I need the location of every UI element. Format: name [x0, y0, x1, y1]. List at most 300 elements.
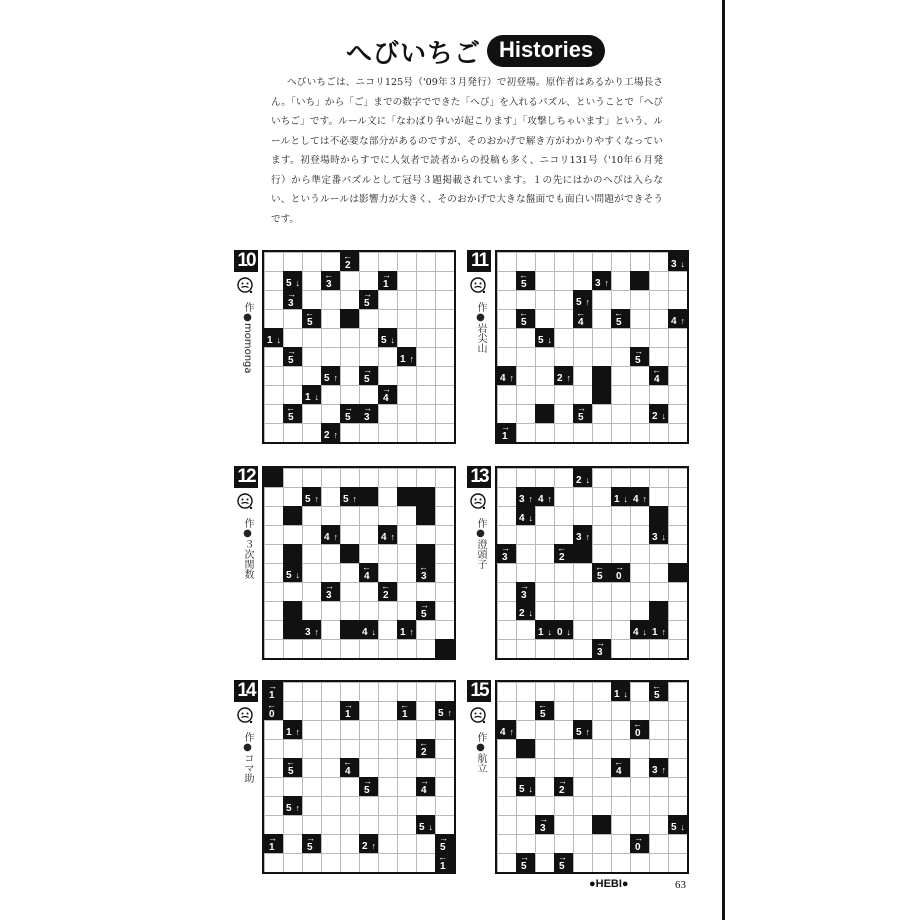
clue-cell — [397, 701, 416, 720]
clue-number: 5 — [616, 317, 622, 328]
clue-number: 1 — [440, 861, 446, 872]
arrow-right-icon: → — [558, 852, 567, 862]
clue-cell — [649, 366, 668, 385]
clue-cell — [264, 682, 283, 701]
clue-cell — [516, 601, 535, 620]
clue-cell — [516, 309, 535, 328]
clue-cell — [649, 525, 668, 544]
black-cell — [416, 506, 435, 525]
clue-number: 2 — [324, 430, 330, 441]
arrow-down-icon: ↓ — [661, 411, 666, 421]
arrow-down-icon: ↓ — [642, 627, 647, 637]
puzzle-credit: 作●航立 — [475, 732, 486, 773]
clue-cell — [573, 404, 592, 423]
arrow-left-icon: ← — [286, 403, 295, 413]
black-cell — [340, 309, 359, 328]
black-cell — [264, 468, 283, 487]
clue-cell — [283, 796, 302, 815]
title-japanese: へびいちご — [346, 38, 482, 69]
clue-number: 5 — [635, 355, 641, 366]
clue-cell — [378, 385, 397, 404]
clue-cell — [649, 404, 668, 423]
clue-number: 4 — [616, 766, 622, 777]
clue-number: 5 — [519, 784, 525, 795]
clue-cell — [554, 544, 573, 563]
clue-cell — [497, 544, 516, 563]
clue-number: 1 — [269, 690, 275, 701]
puzzle-credit: 作●澄頭子 — [475, 518, 486, 569]
black-cell — [435, 639, 454, 658]
arrow-left-icon: ← — [305, 308, 314, 318]
arrow-right-icon: → — [539, 814, 548, 824]
arrow-right-icon: → — [268, 833, 277, 843]
face-icon — [470, 707, 486, 727]
arrow-right-icon: → — [344, 403, 353, 413]
arrow-right-icon: → — [382, 270, 391, 280]
black-cell — [283, 544, 302, 563]
clue-cell — [497, 366, 516, 385]
clue-number: 4 — [538, 494, 544, 505]
clue-cell — [321, 366, 340, 385]
clue-number: 5 — [654, 690, 660, 701]
clue-number: 4 — [500, 373, 506, 384]
clue-number: 5 — [419, 822, 425, 833]
clue-number: 3 — [576, 532, 582, 543]
arrow-left-icon: ← — [633, 719, 642, 729]
arrow-down-icon: ↓ — [528, 513, 533, 523]
black-cell — [649, 506, 668, 525]
black-cell — [649, 601, 668, 620]
clue-cell — [359, 366, 378, 385]
clue-cell — [302, 834, 321, 853]
clue-cell — [359, 620, 378, 639]
clue-cell — [302, 385, 321, 404]
puzzle-number: 12 — [234, 466, 258, 488]
clue-cell — [340, 404, 359, 423]
clue-cell — [630, 487, 649, 506]
clue-cell — [416, 777, 435, 796]
clue-number: 5 — [364, 298, 370, 309]
arrow-left-icon: ← — [519, 308, 528, 318]
book-page — [197, 0, 725, 920]
arrow-right-icon: → — [287, 289, 296, 299]
clue-cell — [611, 487, 630, 506]
arrow-left-icon: ← — [519, 270, 528, 280]
black-cell — [630, 271, 649, 290]
puzzle-14 — [234, 680, 456, 876]
arrow-down-icon: ↓ — [528, 784, 533, 794]
clue-cell — [359, 290, 378, 309]
clue-cell — [592, 563, 611, 582]
clue-number: 5 — [521, 317, 527, 328]
clue-cell — [264, 701, 283, 720]
clue-number: 3 — [519, 494, 525, 505]
puzzle-board[interactable] — [495, 680, 689, 874]
clue-cell — [611, 309, 630, 328]
clue-cell — [573, 309, 592, 328]
face-icon — [237, 277, 253, 297]
arrow-up-icon: ↑ — [352, 494, 357, 504]
arrow-down-icon: ↓ — [547, 627, 552, 637]
clue-number: 5 — [286, 570, 292, 581]
clue-cell — [497, 720, 516, 739]
clue-number: 2 — [421, 747, 427, 758]
clue-cell — [321, 271, 340, 290]
clue-number: 4 — [654, 374, 660, 385]
clue-cell — [302, 620, 321, 639]
clue-number: 0 — [635, 842, 641, 853]
arrow-left-icon: ← — [419, 562, 428, 572]
clue-number: 5 — [438, 708, 444, 719]
clue-cell — [516, 506, 535, 525]
clue-number: 1 — [652, 627, 658, 638]
clue-number: 3 — [597, 647, 603, 658]
clue-number: 2 — [652, 411, 658, 422]
clue-number: 3 — [502, 552, 508, 563]
arrow-down-icon: ↓ — [295, 278, 300, 288]
arrow-left-icon: ← — [576, 308, 585, 318]
clue-number: 5 — [576, 727, 582, 738]
clue-number: 1 — [400, 354, 406, 365]
clue-number: 3 — [652, 532, 658, 543]
arrow-up-icon: ↑ — [295, 727, 300, 737]
clue-cell — [397, 620, 416, 639]
puzzle-board[interactable] — [262, 250, 456, 444]
arrow-up-icon: ↑ — [566, 373, 571, 383]
clue-number: 1 — [269, 842, 275, 853]
clue-number: 5 — [305, 494, 311, 505]
black-cell — [340, 620, 359, 639]
clue-number: 5 — [345, 412, 351, 423]
clue-cell — [264, 328, 283, 347]
clue-number: 5 — [343, 494, 349, 505]
clue-number: 5 — [671, 822, 677, 833]
arrow-right-icon: → — [634, 833, 643, 843]
clue-cell — [668, 309, 687, 328]
arrow-left-icon: ← — [381, 581, 390, 591]
arrow-right-icon: → — [306, 833, 315, 843]
clue-number: 5 — [324, 373, 330, 384]
clue-number: 4 — [633, 627, 639, 638]
clue-cell — [649, 682, 668, 701]
arrow-down-icon: ↓ — [566, 627, 571, 637]
clue-cell — [378, 271, 397, 290]
arrow-up-icon: ↑ — [585, 297, 590, 307]
clue-number: 5 — [286, 803, 292, 814]
arrow-up-icon: ↑ — [509, 373, 514, 383]
clue-cell — [516, 271, 535, 290]
clue-cell — [435, 834, 454, 853]
clue-cell — [283, 563, 302, 582]
clue-cell — [535, 815, 554, 834]
clue-cell — [554, 620, 573, 639]
arrow-right-icon: → — [363, 365, 372, 375]
arrow-down-icon: ↓ — [680, 259, 685, 269]
black-cell — [573, 544, 592, 563]
puzzle-board[interactable] — [262, 680, 456, 874]
clue-cell — [340, 758, 359, 777]
arrow-left-icon: ← — [557, 543, 566, 553]
arrow-right-icon: → — [363, 776, 372, 786]
clue-cell — [668, 815, 687, 834]
clue-number: 2 — [383, 590, 389, 601]
clue-number: 4 — [381, 532, 387, 543]
arrow-down-icon: ↓ — [390, 335, 395, 345]
clue-cell — [630, 347, 649, 366]
arrow-right-icon: → — [577, 403, 586, 413]
clue-number: 3 — [671, 259, 677, 270]
puzzle-board[interactable] — [495, 466, 689, 660]
arrow-up-icon: ↑ — [333, 532, 338, 542]
clue-cell — [416, 601, 435, 620]
black-cell — [283, 601, 302, 620]
puzzle-10 — [234, 250, 456, 446]
clue-number: 0 — [269, 709, 275, 720]
arrow-up-icon: ↑ — [333, 373, 338, 383]
arrow-down-icon: ↓ — [276, 335, 281, 345]
arrow-right-icon: → — [558, 776, 567, 786]
arrow-left-icon: ← — [595, 562, 604, 572]
clue-cell — [573, 525, 592, 544]
clue-cell — [378, 582, 397, 601]
clue-cell — [283, 720, 302, 739]
arrow-up-icon: ↑ — [661, 627, 666, 637]
clue-number: 5 — [421, 609, 427, 620]
clue-cell — [321, 525, 340, 544]
puzzle-credit: 作●３次関数 — [242, 518, 253, 579]
clue-number: 4 — [345, 766, 351, 777]
arrow-up-icon: ↑ — [509, 727, 514, 737]
clue-cell — [378, 525, 397, 544]
arrow-left-icon: ← — [324, 270, 333, 280]
black-cell — [283, 506, 302, 525]
clue-number: 4 — [383, 393, 389, 404]
clue-cell — [435, 853, 454, 872]
arrow-up-icon: ↑ — [585, 727, 590, 737]
clue-cell — [630, 620, 649, 639]
arrow-right-icon: → — [520, 581, 529, 591]
clue-number: 1 — [402, 709, 408, 720]
clue-number: 4 — [362, 627, 368, 638]
clue-number: 1 — [614, 689, 620, 700]
arrow-up-icon: ↑ — [528, 494, 533, 504]
clue-number: 2 — [519, 608, 525, 619]
puzzle-credit: 作●コマ助 — [242, 732, 253, 783]
arrow-up-icon: ↑ — [333, 430, 338, 440]
arrow-left-icon: ← — [438, 852, 447, 862]
puzzle-number: 15 — [467, 680, 491, 702]
clue-cell — [283, 347, 302, 366]
clue-cell — [283, 271, 302, 290]
clue-number: 5 — [364, 374, 370, 385]
clue-number: 5 — [286, 278, 292, 289]
clue-cell — [378, 328, 397, 347]
arrow-right-icon: → — [420, 776, 429, 786]
puzzle-board[interactable] — [495, 250, 689, 444]
clue-number: 5 — [578, 412, 584, 423]
clue-number: 3 — [305, 627, 311, 638]
arrow-right-icon: → — [382, 384, 391, 394]
clue-number: 4 — [633, 494, 639, 505]
black-cell — [416, 487, 435, 506]
arrow-right-icon: → — [363, 289, 372, 299]
puzzle-15 — [467, 680, 689, 876]
clue-number: 4 — [421, 785, 427, 796]
clue-cell — [302, 309, 321, 328]
clue-number: 1 — [267, 335, 273, 346]
arrow-up-icon: ↑ — [409, 627, 414, 637]
clue-cell — [554, 777, 573, 796]
clue-number: 1 — [538, 627, 544, 638]
clue-cell — [592, 639, 611, 658]
arrow-up-icon: ↑ — [661, 765, 666, 775]
arrow-left-icon: ← — [343, 757, 352, 767]
clue-number: 2 — [362, 841, 368, 852]
black-cell — [668, 563, 687, 582]
clue-number: 2 — [576, 475, 582, 486]
clue-cell — [516, 777, 535, 796]
puzzle-number: 14 — [234, 680, 258, 702]
puzzle-11 — [467, 250, 689, 446]
arrow-right-icon: → — [501, 543, 510, 553]
clue-number: 5 — [521, 279, 527, 290]
arrow-left-icon: ← — [614, 308, 623, 318]
clue-number: 4 — [324, 532, 330, 543]
footer-label: ●HEBI● — [589, 878, 629, 890]
puzzle-board[interactable] — [262, 466, 456, 660]
clue-number: 5 — [288, 355, 294, 366]
clue-cell — [535, 328, 554, 347]
arrow-right-icon: → — [501, 422, 510, 432]
arrow-down-icon: ↓ — [623, 689, 628, 699]
arrow-down-icon: ↓ — [680, 822, 685, 832]
arrow-down-icon: ↓ — [314, 392, 319, 402]
clue-number: 3 — [595, 278, 601, 289]
clue-number: 5 — [307, 842, 313, 853]
arrow-right-icon: → — [596, 638, 605, 648]
clue-number: 1 — [400, 627, 406, 638]
arrow-up-icon: ↑ — [314, 627, 319, 637]
puzzle-credit: 作●momonga — [242, 302, 253, 374]
black-cell — [359, 487, 378, 506]
arrow-down-icon: ↓ — [547, 335, 552, 345]
clue-number: 5 — [364, 785, 370, 796]
clue-cell — [497, 423, 516, 442]
puzzle-number: 10 — [234, 250, 258, 272]
black-cell — [283, 620, 302, 639]
arrow-down-icon: ↓ — [623, 494, 628, 504]
clue-number: 0 — [616, 571, 622, 582]
black-cell — [592, 366, 611, 385]
clue-number: 1 — [286, 727, 292, 738]
clue-number: 0 — [635, 728, 641, 739]
arrow-right-icon: → — [634, 346, 643, 356]
face-icon — [470, 277, 486, 297]
clue-cell — [630, 720, 649, 739]
arrow-up-icon: ↑ — [390, 532, 395, 542]
arrow-left-icon: ← — [286, 757, 295, 767]
clue-number: 1 — [614, 494, 620, 505]
arrow-left-icon: ← — [538, 700, 547, 710]
arrow-left-icon: ← — [614, 757, 623, 767]
face-icon — [237, 493, 253, 513]
black-cell — [516, 739, 535, 758]
black-cell — [416, 544, 435, 563]
arrow-up-icon: ↑ — [371, 841, 376, 851]
clue-cell — [649, 758, 668, 777]
arrow-up-icon: ↑ — [604, 278, 609, 288]
clue-number: 2 — [557, 373, 563, 384]
arrow-down-icon: ↓ — [528, 608, 533, 618]
arrow-left-icon: ← — [343, 251, 352, 261]
clue-cell — [535, 701, 554, 720]
clue-cell — [535, 620, 554, 639]
arrow-right-icon: → — [615, 562, 624, 572]
clue-cell — [573, 468, 592, 487]
clue-cell — [359, 834, 378, 853]
clue-number: 5 — [559, 861, 565, 872]
clue-number: 5 — [576, 297, 582, 308]
black-cell — [340, 544, 359, 563]
clue-number: 3 — [326, 279, 332, 290]
title-histories-badge: Histories — [487, 35, 605, 67]
arrow-right-icon: → — [439, 833, 448, 843]
puzzle-credit: 作●岩尖山 — [475, 302, 486, 353]
clue-number: 3 — [421, 571, 427, 582]
arrow-left-icon: ← — [652, 365, 661, 375]
clue-cell — [416, 563, 435, 582]
clue-cell — [573, 720, 592, 739]
clue-number: 4 — [578, 317, 584, 328]
arrow-up-icon: ↑ — [295, 803, 300, 813]
arrow-up-icon: ↑ — [447, 708, 452, 718]
clue-number: 5 — [440, 842, 446, 853]
clue-cell — [283, 758, 302, 777]
arrow-up-icon: ↑ — [680, 316, 685, 326]
clue-number: 2 — [345, 260, 351, 271]
clue-cell — [397, 347, 416, 366]
arrow-right-icon: → — [420, 600, 429, 610]
black-cell — [592, 815, 611, 834]
clue-cell — [554, 853, 573, 872]
clue-number: 3 — [652, 765, 658, 776]
clue-cell — [302, 487, 321, 506]
clue-number: 2 — [559, 552, 565, 563]
clue-cell — [516, 487, 535, 506]
black-cell — [535, 404, 554, 423]
clue-cell — [340, 252, 359, 271]
arrow-up-icon: ↑ — [409, 354, 414, 364]
clue-cell — [321, 582, 340, 601]
arrow-up-icon: ↑ — [585, 532, 590, 542]
clue-number: 3 — [540, 823, 546, 834]
clue-number: 4 — [519, 513, 525, 524]
face-icon — [237, 707, 253, 727]
puzzle-13 — [467, 466, 689, 662]
arrow-left-icon: ← — [362, 562, 371, 572]
clue-cell — [264, 834, 283, 853]
puzzle-number: 11 — [467, 250, 491, 272]
clue-number: 0 — [557, 627, 563, 638]
arrow-right-icon: → — [268, 681, 277, 691]
clue-cell — [359, 404, 378, 423]
clue-cell — [611, 682, 630, 701]
page-title — [346, 34, 605, 68]
clue-cell — [283, 404, 302, 423]
clue-cell — [416, 739, 435, 758]
clue-cell — [340, 701, 359, 720]
arrow-down-icon: ↓ — [585, 475, 590, 485]
